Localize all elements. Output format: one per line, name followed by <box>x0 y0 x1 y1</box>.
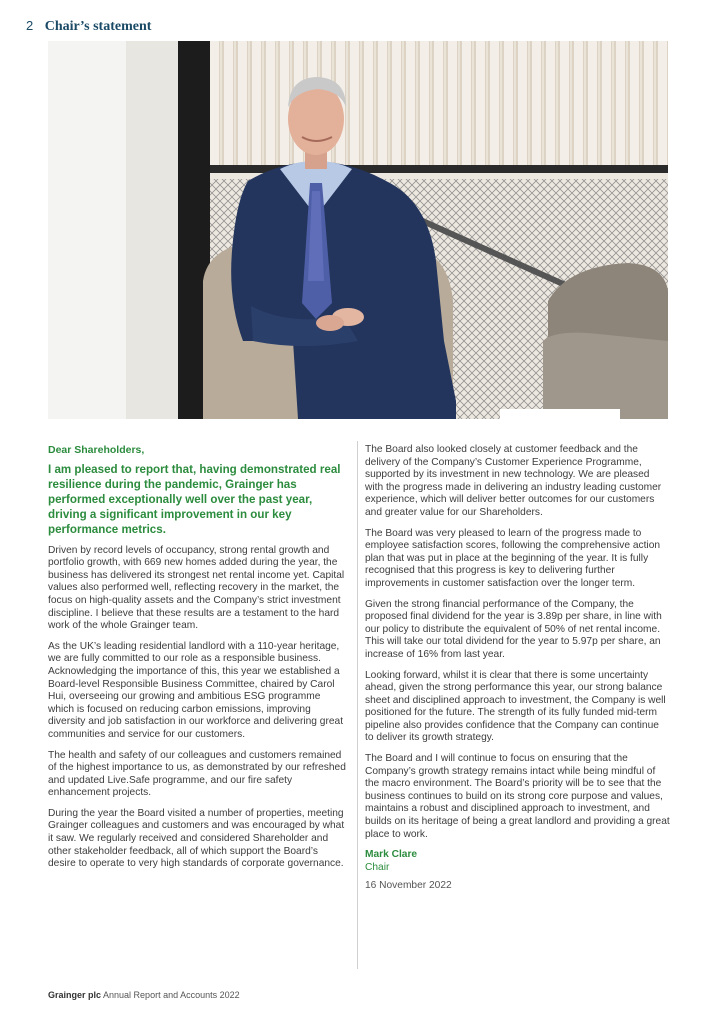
column-divider <box>357 441 358 969</box>
body-paragraph: During the year the Board visited a number of properties, meeting Grainger colleagues and customers and was encouraged by what it saw. We regularly received and considered Shareholder and other stakeholder feedback, all of which support the Board’s desire to operate to very high standards of corporate governance. <box>48 807 345 870</box>
body-paragraph: Driven by record levels of occupancy, strong rental growth and portfolio growth, with 669 new homes added during the year, the business has delivered its strongest net rental income yet. Capital values also performed well, reflecting recovery in the market, the focus on high-quality assets and the Company’s strict investment discipline. I believe that these results are a testament to the hard work of the whole Grainger team. <box>48 544 345 632</box>
body-paragraph: Given the strong financial performance of the Company, the proposed final dividend for the year is 3.89p per share, in line with our policy to distribute the equivalent of 50% of net rental income. This will take our total dividend for the year to 5.97p per share, an increase of 16% from last year. <box>365 598 662 660</box>
page-footer <box>48 990 240 1000</box>
salutation: Dear Shareholders, <box>48 444 145 456</box>
body-paragraph: Looking forward, whilst it is clear that there is some uncertainty ahead, given the strong performance this year, our strong balance sheet and disciplined approach to investment, the Company is well positioned for the future. The strength of its fully funded mid-term pipeline also provides confidence that the Company can continue to deliver its growth strategy. <box>365 669 666 744</box>
body-paragraph: The Board also looked closely at customer feedback and the delivery of the Company’s Customer Experience Programme, supported by its investment in new technology. We are pleased with the progress made in delivering an industry leading customer experience, which will deliver better outcomes for our customers and greater value for our Shareholders. <box>365 444 662 518</box>
chair-photo <box>48 41 668 419</box>
chair-portrait-image <box>48 41 668 419</box>
body-paragraph: The health and safety of our colleagues and customers remained of the highest importance to us, as demonstrated by our refreshed and updated Live.Safe programme, and our fire safety enhancement projects. <box>48 749 346 799</box>
body-paragraph: The Board was very pleased to learn of the progress made to employee satisfaction scores, following the comprehensive action plan that was put in place at the beginning of the year. It is fully recognised that this progress is key to delivering further improvements in customer satisfaction over the longer term. <box>365 527 661 589</box>
body-paragraph: As the UK’s leading residential landlord with a 110-year heritage, we are fully committed to our role as a responsible business. Acknowledging the importance of this, this year we established a Board-level Responsible Business Committee, chaired by Carol Hui, overseeing our growing and ambitious ESG programme which is focused on reducing carbon emissions, improving diversity and job satisfaction in our workforce and delivering great communities and service for our customers. <box>48 640 344 740</box>
section-title: Chair’s statement <box>44 19 152 34</box>
letter-left-column <box>48 444 346 879</box>
page-number: 2 <box>26 18 34 33</box>
letter-date: 16 November 2022 <box>365 880 452 892</box>
letter-right-column <box>365 444 670 901</box>
signatory-role: Chair <box>365 861 390 873</box>
body-paragraph: The Board and I will continue to focus on ensuring that the Company’s growth strategy remains intact while being mindful of the macro environment. The Board’s priority will be to see that the business continues to build on its strong core purpose and values, maintains a robust and disciplined approach to investment, and builds on its heritage of being a great landlord and providing a great place to work. <box>365 753 670 840</box>
lead-paragraph: I am pleased to report that, having demonstrated real resilience during the pandemic, Grainger has performed exceptionally well over the past year, driving a significant improvement in our key performance metrics. <box>48 462 341 536</box>
footer-company: Grainger plc <box>48 990 102 1000</box>
page-header <box>26 18 151 35</box>
footer-document: Annual Report and Accounts 2022 <box>103 990 240 1000</box>
signatory-name: Mark Clare <box>365 849 418 861</box>
